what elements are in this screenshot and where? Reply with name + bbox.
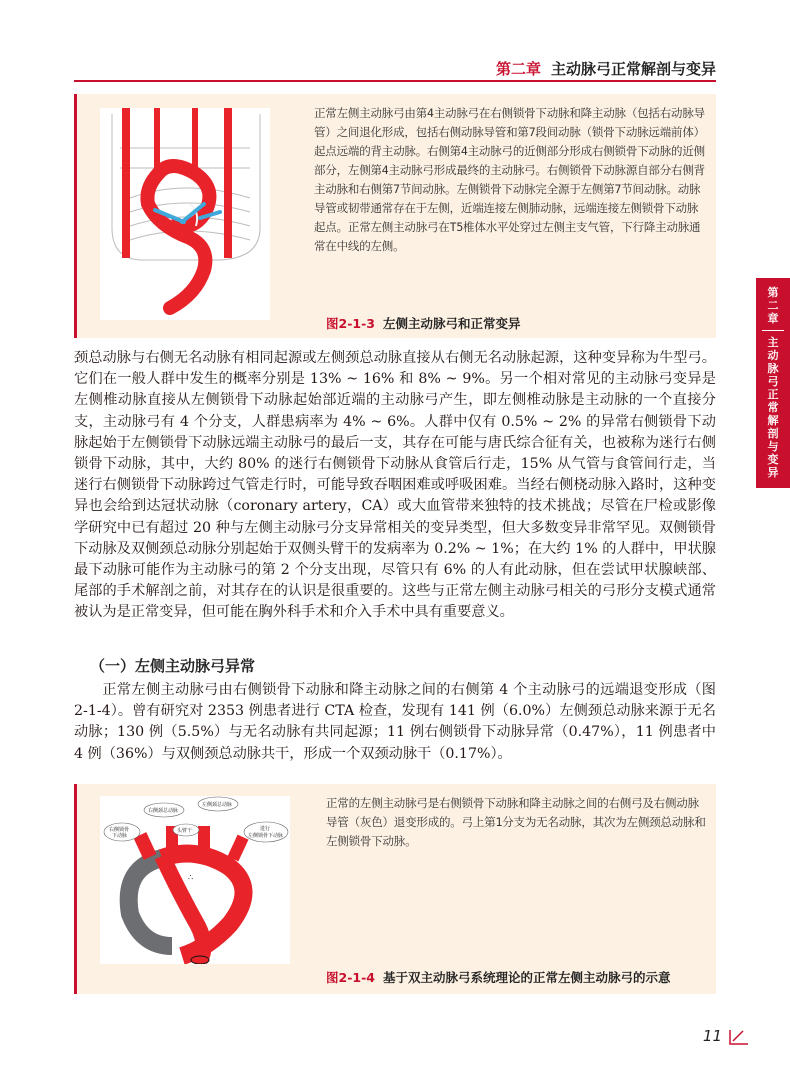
caption-text: 基于双主动脉弓系统理论的正常左侧主动脉弓的示意 xyxy=(382,970,671,985)
figure-2-1-4-caption xyxy=(326,968,670,986)
figure-2-1-3 xyxy=(74,94,716,338)
label-rsa-line2: 下动脉 xyxy=(112,833,128,839)
header-rule xyxy=(74,80,716,82)
header-chapter: 第二章 xyxy=(495,60,541,78)
running-header xyxy=(74,50,716,82)
figure-accent-bar xyxy=(74,784,77,994)
caption-number: 图2-1-3 xyxy=(326,316,375,331)
caption-number: 图2-1-4 xyxy=(326,970,375,985)
figure-2-1-4-illustration xyxy=(100,796,290,964)
label-bt: 头臂干 xyxy=(177,828,193,834)
section-heading: （一）左侧主动脉弓异常 xyxy=(90,657,256,675)
label-lsa-line2: 左侧锁骨下动脉 xyxy=(248,833,284,839)
descending-aorta xyxy=(147,174,205,308)
page-number: 11 xyxy=(702,1027,722,1045)
figure-2-1-3-description: 正常左侧主动脉弓由第4主动脉弓在右侧锁骨下动脉和降主动脉（包括右动脉导管）之间退化形成，包括右侧动脉导管和第7段间动脉（锁骨下动脉远端前体）起点远端的背主动脉。右侧第4主动脉弓的近侧部分形成右侧锁骨下动脉的近侧部分，左侧第4主动脉弓形成最终的主动脉弓。右侧锁骨下动脉源自部分右侧背主动脉和右侧第7节间动脉。左侧锁骨下动脉完全源于左侧第7节间动脉。动脉导管或韧带通常存在于左侧，近端连接左侧肺动脉，远端连接左侧锁骨下动脉起点。正常左侧主动脉弓在T5椎体水平处穿过左侧主支气管，下行降主动脉通常在中线的左侧。 xyxy=(314,106,705,253)
figure-2-1-4-description: 正常的左侧主动脉弓是右侧锁骨下动脉和降主动脉之间的右侧弓及右侧动脉导管（灰色）退变形成的。弓上第1分支为无名动脉，其次为左侧颈总动脉和左侧锁骨下动脉。 xyxy=(326,796,706,848)
side-tab-chapter: 第二章 xyxy=(767,286,779,325)
body-paragraph-1 xyxy=(74,348,716,624)
header-title xyxy=(496,58,716,79)
chapter-side-tab xyxy=(756,278,790,488)
double-arch-diagram xyxy=(100,796,290,964)
header-chapter-title: 主动脉弓正常解剖与变异 xyxy=(550,60,716,78)
side-tab-divider xyxy=(762,330,784,331)
corner-arrow-icon xyxy=(728,1028,750,1046)
figure-2-1-3-illustration xyxy=(100,108,270,320)
paragraph-text: 颈总动脉与右侧无名动脉有相同起源或左侧颈总动脉直接从右侧无名动脉起源，这种变异称为牛型弓。它们在一般人群中发生的概率分别是 13% ~ 16% 和 8% ~ 9%。另一个相对常见的主动脉弓变异是左侧椎动脉直接从左侧锁骨下动脉起始部近端的主动脉弓产生，即左侧椎动脉是主动脉的一个直接分支，主动脉弓有 4 个分支，人群患病率为 4% ~ 6%。人群中仅有 0.5% ~ 2% 的异常右侧锁骨下动脉起始于左侧锁骨下动脉远端主动脉弓的最后一支，其存在可能与唐氏综合征有关，也被称为迷行右侧锁骨下动脉，其中，大约 80% 的迷行右侧锁骨下动脉从食管后行走，15% 从气管与食管间行走，当迷行右侧锁骨下动脉跨过气管走行时，可能导致吞咽困难或呼吸困难。当经右侧桡动脉入路时，这种变异也会给到达冠状动脉（coronary artery，CA）或大血管带来独特的技术挑战；尽管在尸检或影像学研究中已有超过 20 种与左侧主动脉弓分支异常相关的变异类型，但大多数变异非常罕见。双侧锁骨下动脉及双侧颈总动脉分别起始于双侧头臂干的发病率为 0.2% ~ 1%；在大约 1% 的人群中，甲状腺最下动脉可能作为主动脉弓的第 2 个分支出现，尽管只有 6% 的人有此动脉，但在尝试甲状腺峡部、尾部的手术解剖之前，对其存在的认识是很重要的。这些与正常左侧主动脉弓相关的弓形分支模式通常被认为是正常变异，但可能在胸外科手术和介入手术中具有重要意义。 xyxy=(74,350,716,621)
side-tab-title: 主动脉弓正常解剖与变异 xyxy=(767,336,779,479)
paragraph-text: 正常左侧主动脉弓由右侧锁骨下动脉和降主动脉之间的右侧第 4 个主动脉弓的远端退变形成（图 2-1-4）。曾有研究对 2353 例患者进行 CTA 检查，发现有 141 例（6.0%）左侧颈总动脉来源于无名动脉；130 例（5.5%）与无名动脉有共同起源；11 例右侧锁骨下动脉异常（0.47%），11 例患者中 4 例（36%）与双侧颈总动脉共干，形成一个双颈动脉干（0.17%）。 xyxy=(74,682,716,762)
figure-2-1-4 xyxy=(74,784,716,994)
arch-marker: ∴ xyxy=(188,873,194,882)
figure-2-1-3-caption xyxy=(326,314,520,332)
caption-text: 左侧主动脉弓和正常变异 xyxy=(382,316,521,331)
label-lcca: 左侧颈总动脉 xyxy=(202,802,233,808)
left-aortic-arch-diagram xyxy=(100,108,270,320)
aortic-root-opening xyxy=(191,956,209,964)
label-rcca: 右侧颈总动脉 xyxy=(148,808,179,814)
figure-accent-bar xyxy=(74,94,77,338)
callout-labels xyxy=(104,797,288,842)
body-paragraph-2 xyxy=(74,680,716,765)
label-lsa-line1: 进行 xyxy=(260,826,271,832)
label-rsa-line1: 右侧锁骨 xyxy=(109,827,130,833)
